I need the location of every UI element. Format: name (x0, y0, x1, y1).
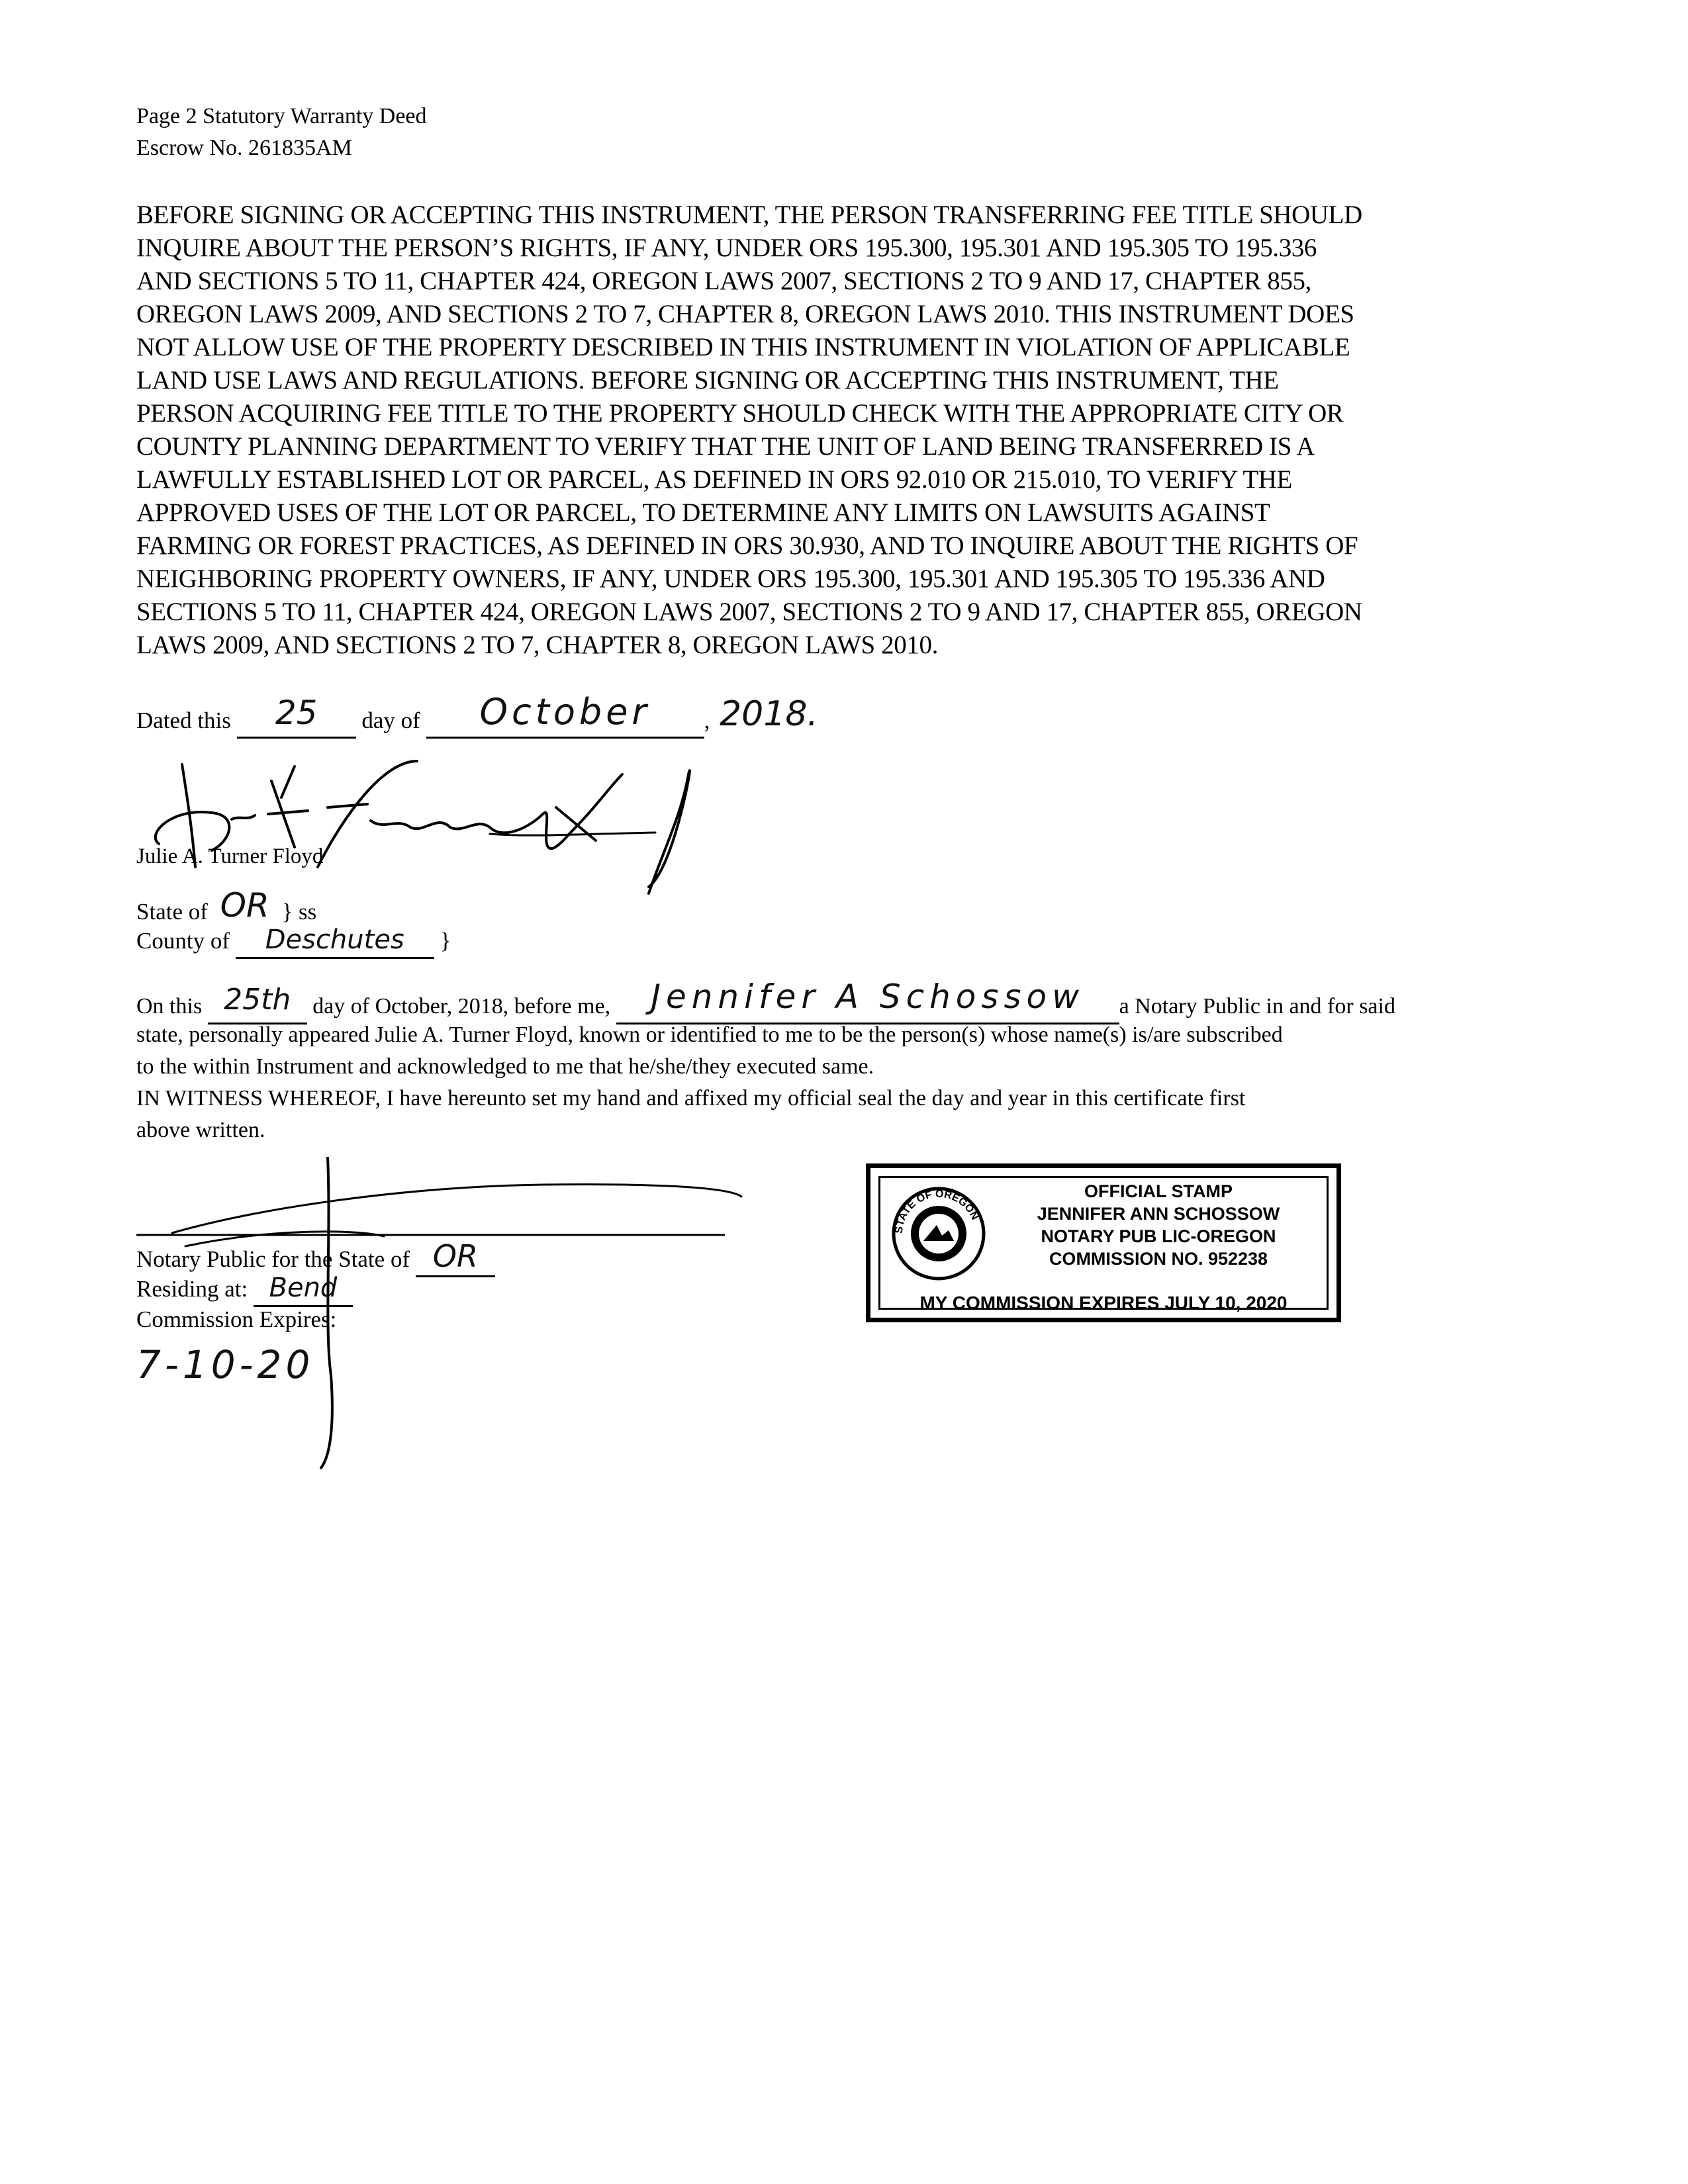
county-label: County of (136, 928, 230, 954)
commission-label: Commission Expires: (136, 1306, 337, 1332)
acknowledgment-line-3: to the within Instrument and acknowledged to me that he/she/they executed same. (136, 1054, 874, 1079)
statutory-warning (136, 199, 1593, 662)
warning-line: APPROVED USES OF THE LOT OR PARCEL, TO DETERMINE ANY LIMITS ON LAWSUITS AGAINST (136, 498, 1270, 527)
ack-day-handwriting: 25th (224, 983, 291, 1017)
dated-month-field (426, 691, 704, 739)
warning-line: PERSON ACQUIRING FEE TITLE TO THE PROPERTY SHOULD CHECK WITH THE APPROPRIATE CITY OR (136, 399, 1344, 428)
county-handwriting: Deschutes (265, 925, 404, 955)
dated-day-handwriting: 25 (275, 694, 318, 732)
county-brace: } (440, 928, 451, 954)
notary-state-handwriting: OR (432, 1238, 478, 1274)
warning-line: NOT ALLOW USE OF THE PROPERTY DESCRIBED IN THIS INSTRUMENT IN VIOLATION OF APPLICABLE (136, 333, 1350, 361)
witness-line-1: IN WITNESS WHEREOF, I have hereunto set my hand and affixed my official seal the day and year in this certificate first (136, 1086, 1246, 1111)
stamp-expiration: MY COMMISSION EXPIRES JULY 10, 2020 (919, 1293, 1288, 1313)
official-stamp (866, 1163, 1341, 1322)
stamp-notary-type: NOTARY PUB LIC-OREGON (1041, 1226, 1276, 1246)
dated-month-handwriting: October (479, 691, 651, 733)
warning-line: AND SECTIONS 5 TO 11, CHAPTER 424, OREGON LAWS 2007, SECTIONS 2 TO 9 AND 17, CHAPTER 855, (136, 267, 1311, 295)
venue-county-line (136, 924, 451, 959)
page-header (136, 101, 427, 164)
residing-field (254, 1272, 353, 1307)
warning-line: LAWS 2009, AND SECTIONS 2 TO 7, CHAPTER 8, OREGON LAWS 2010. (136, 631, 938, 659)
day-of-label: day of (361, 707, 420, 733)
county-field (236, 924, 434, 959)
dated-day-field (237, 694, 356, 739)
seal-text: STATE OF OREGON (893, 1188, 981, 1234)
grantor-signature (132, 735, 741, 907)
residing-label: Residing at: (136, 1276, 248, 1302)
warning-line: BEFORE SIGNING OR ACCEPTING THIS INSTRUMENT, THE PERSON TRANSFERRING FEE TITLE SHOULD (136, 201, 1362, 229)
acknowledgment-line-2: state, personally appeared Julie A. Turner Floyd, known or identified to me to be the person(s) whose name(s) is/are subscribed (136, 1023, 1283, 1047)
dated-year-handwriting: 2018. (720, 694, 818, 734)
commission-expiry-handwriting: 7-10-20 (136, 1342, 314, 1387)
state-label: State of (136, 899, 208, 925)
residing-handwriting: Bend (269, 1273, 338, 1303)
venue-state-line (136, 886, 317, 928)
grantor-name: Julie A. Turner Floyd (136, 844, 324, 868)
notary-name-handwriting: Jennifer A Schossow (651, 978, 1084, 1016)
warning-line: LAWFULLY ESTABLISHED LOT OR PARCEL, AS DEFINED IN ORS 92.010 OR 215.010, TO VERIFY THE (136, 465, 1292, 494)
warning-line: SECTIONS 5 TO 11, CHAPTER 424, OREGON LAWS 2007, SECTIONS 2 TO 9 AND 17, CHAPTER 855, OREGON (136, 598, 1362, 626)
warning-line: NEIGHBORING PROPERTY OWNERS, IF ANY, UNDER ORS 195.300, 195.301 AND 195.305 TO 195.336 AND (136, 565, 1325, 593)
warning-line: INQUIRE ABOUT THE PERSON’S RIGHTS, IF ANY, UNDER ORS 195.300, 195.301 AND 195.305 TO 195.336 (136, 234, 1317, 262)
dated-line: Dated this 25 day of October , 2018. (136, 700, 818, 739)
stamp-commission-number: COMMISSION NO. 952238 (1049, 1249, 1268, 1269)
notary-state-label: Notary Public for the State of (136, 1246, 410, 1272)
page-title: Page 2 Statutory Warranty Deed (136, 104, 427, 128)
ss-label: } ss (281, 899, 317, 925)
ack-tail-text: a Notary Public in and for said (1119, 994, 1395, 1019)
warning-line: COUNTY PLANNING DEPARTMENT TO VERIFY THAT THE UNIT OF LAND BEING TRANSFERRED IS A (136, 432, 1315, 461)
stamp-title: OFFICIAL STAMP (1084, 1181, 1233, 1201)
state-seal-icon (889, 1184, 988, 1283)
warning-line: FARMING OR FOREST PRACTICES, AS DEFINED IN ORS 30.930, AND TO INQUIRE ABOUT THE RIGHTS OF (136, 531, 1358, 560)
warning-line: OREGON LAWS 2009, AND SECTIONS 2 TO 7, CHAPTER 8, OREGON LAWS 2010. THIS INSTRUMENT DOES (136, 300, 1354, 328)
state-handwriting: OR (220, 886, 269, 925)
ack-middle-text: day of October, 2018, before me, (312, 994, 611, 1019)
dated-label: Dated this (136, 707, 231, 733)
warning-line: LAND USE LAWS AND REGULATIONS. BEFORE SIGNING OR ACCEPTING THIS INSTRUMENT, THE (136, 366, 1279, 394)
stamp-notary-name: JENNIFER ANN SCHOSSOW (1037, 1204, 1280, 1224)
residing-line (136, 1272, 353, 1307)
escrow-number: Escrow No. 261835AM (136, 136, 352, 160)
on-this-label: On this (136, 994, 203, 1019)
notary-state-field (416, 1240, 495, 1277)
witness-line-2: above written. (136, 1118, 265, 1142)
